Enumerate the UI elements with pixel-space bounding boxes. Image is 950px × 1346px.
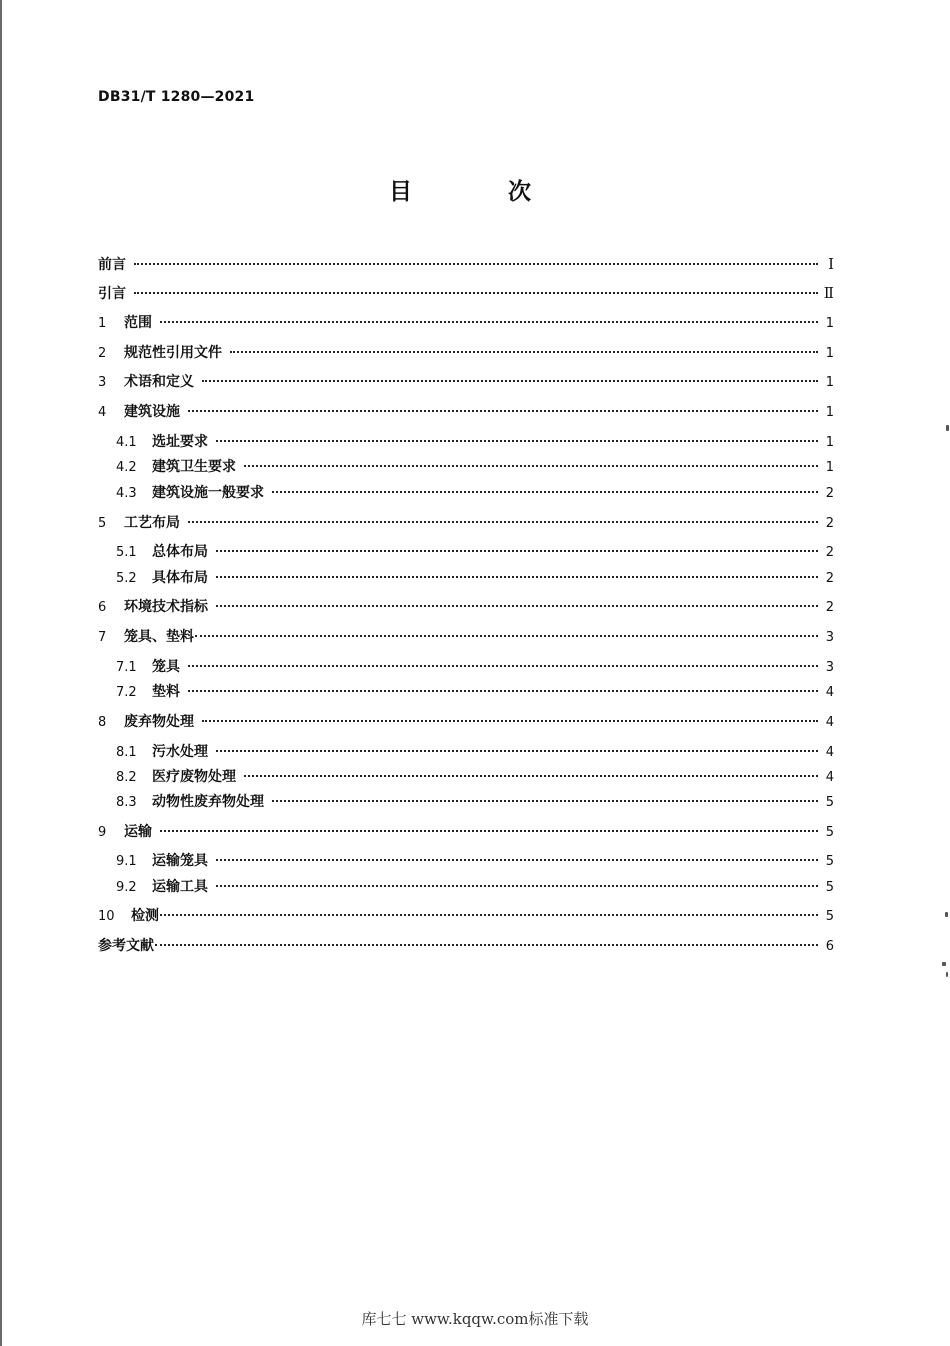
toc-entry-number: 4.2: [116, 460, 137, 475]
toc-entry-title: 笼具、垫料: [124, 629, 194, 645]
toc-leader-dots: [230, 351, 818, 353]
toc-entry-title: 环境技术指标: [124, 599, 208, 615]
toc-leader-dots: [216, 440, 818, 442]
toc-leader-dots: [134, 292, 818, 294]
toc-entry-title: 引言: [98, 286, 126, 302]
toc-leader-dots: [160, 321, 818, 323]
toc-leader-dots: [272, 491, 818, 493]
toc-entry-page: 1: [825, 375, 834, 390]
toc-entry-page: 2: [825, 516, 834, 531]
toc-entry: [98, 512, 834, 534]
toc-entry: [98, 342, 834, 364]
toc-entry-page: Ⅱ: [823, 284, 834, 302]
toc-entry: [98, 821, 834, 843]
toc-leader-dots: [195, 635, 818, 637]
toc-entry-title: 废弃物处理: [124, 714, 194, 730]
toc-entry: [116, 541, 834, 563]
toc-leader-dots: [188, 410, 818, 412]
toc-entry-number: 4: [98, 405, 107, 420]
toc-leader-dots: [216, 550, 818, 552]
toc-entry: [98, 253, 834, 275]
toc-entry-number: 2: [98, 346, 107, 361]
toc-entry: [98, 401, 834, 423]
toc-entry-number: 10: [98, 909, 115, 924]
toc-entry: [116, 656, 834, 678]
toc-entry: [116, 431, 834, 453]
toc-leader-dots: [202, 380, 818, 382]
toc-leader-dots: [216, 750, 818, 752]
toc-entry-title: 建筑卫生要求: [152, 459, 236, 475]
toc-entry-page: 4: [825, 770, 834, 785]
toc-entry: [116, 766, 834, 788]
toc-entry-page: 5: [825, 854, 834, 869]
toc-entry-page: 1: [825, 346, 834, 361]
toc-entry-title: 检测: [131, 908, 159, 924]
toc-entry-title: 工艺布局: [124, 515, 180, 531]
toc-entry-page: 2: [825, 545, 834, 560]
toc-entry-title: 具体布局: [152, 570, 208, 586]
toc-leader-dots: [216, 605, 818, 607]
toc-entry-number: 7: [98, 630, 107, 645]
toc-entry-number: 7.1: [116, 660, 137, 675]
toc-entry: [98, 905, 834, 927]
toc-entry-title: 运输工具: [152, 879, 208, 895]
footer-watermark: 库七七 www.kqqw.com标准下载: [361, 1310, 589, 1328]
toc-entry-page: 5: [825, 825, 834, 840]
toc-entry-number: 8.2: [116, 770, 137, 785]
scan-speck: [946, 425, 949, 431]
toc-entry-page: 1: [825, 460, 834, 475]
toc-entry: [116, 876, 834, 898]
toc-leader-dots: [244, 465, 818, 467]
toc-entry-title: 选址要求: [152, 434, 208, 450]
scan-speck: [942, 962, 946, 966]
toc-entry-title: 建筑设施: [124, 404, 180, 420]
toc-entry: [98, 282, 834, 304]
toc-leader-dots: [134, 263, 818, 265]
toc-entry-title: 建筑设施一般要求: [152, 485, 264, 501]
toc-entry-number: 8.3: [116, 795, 137, 810]
toc-entry: [116, 850, 834, 872]
toc-entry-number: 3: [98, 375, 107, 390]
toc-leader-dots: [155, 944, 818, 946]
toc-entry-title: 范围: [124, 315, 152, 331]
toc-entry-number: 9: [98, 825, 107, 840]
toc-entry: [116, 741, 834, 763]
toc-entry: [98, 711, 834, 733]
toc-entry-page: 4: [825, 685, 834, 700]
toc-entry-page: 5: [825, 909, 834, 924]
toc-entry-number: 9.2: [116, 880, 137, 895]
toc-entry-title: 运输笼具: [152, 853, 208, 869]
toc-entry-page: 2: [825, 571, 834, 586]
toc-entry-title: 总体布局: [152, 544, 208, 560]
toc-entry: [116, 456, 834, 478]
toc-entry: [116, 791, 834, 813]
toc-entry-number: 6: [98, 600, 107, 615]
toc-entry-number: 5: [98, 516, 107, 531]
toc-leader-dots: [244, 775, 818, 777]
toc-entry-title: 规范性引用文件: [124, 345, 222, 361]
toc-entry-title: 垫料: [152, 684, 180, 700]
toc-entry-number: 9.1: [116, 854, 137, 869]
toc-entry-page: 4: [825, 745, 834, 760]
toc-entry-page: 2: [825, 600, 834, 615]
toc-entry-number: 4.3: [116, 486, 137, 501]
toc-entry-number: 5.1: [116, 545, 137, 560]
toc-leader-dots: [160, 830, 818, 832]
toc-leader-dots: [188, 521, 818, 523]
toc-entry-number: 1: [98, 316, 107, 331]
toc-entry-page: 2: [825, 486, 834, 501]
toc-entry-page: 4: [825, 715, 834, 730]
toc-title: 目 次: [388, 179, 575, 205]
toc-entry: [98, 935, 834, 957]
toc-entry: [116, 567, 834, 589]
toc-entry: [116, 681, 834, 703]
toc-entry: [98, 312, 834, 334]
toc-entry-number: 5.2: [116, 571, 137, 586]
toc-entry-page: 5: [825, 795, 834, 810]
toc-entry-title: 动物性废弃物处理: [152, 794, 264, 810]
toc-entry-page: 1: [825, 405, 834, 420]
document-code: DB31/T 1280—2021: [98, 89, 255, 105]
scan-speck: [945, 912, 948, 917]
toc-leader-dots: [272, 800, 818, 802]
toc-entry-title: 参考文献: [98, 938, 154, 954]
toc-entry-title: 术语和定义: [124, 374, 194, 390]
toc-entry-title: 医疗废物处理: [152, 769, 236, 785]
toc-entry-page: 1: [825, 435, 834, 450]
toc-entry: [116, 482, 834, 504]
toc-entry-title: 前言: [98, 257, 126, 273]
toc-leader-dots: [202, 720, 818, 722]
toc-entry-page: 3: [825, 660, 834, 675]
toc-leader-dots: [188, 690, 818, 692]
toc-entry: [98, 371, 834, 393]
toc-entry: [98, 626, 834, 648]
toc-entry-page: 6: [825, 939, 834, 954]
toc-entry-title: 运输: [124, 824, 152, 840]
toc-leader-dots: [216, 859, 818, 861]
toc-entry-page: Ⅰ: [828, 255, 834, 273]
toc-entry-page: 3: [825, 630, 834, 645]
toc-leader-dots: [216, 576, 818, 578]
toc-entry-page: 5: [825, 880, 834, 895]
toc-leader-dots: [188, 665, 818, 667]
toc-entry-page: 1: [825, 316, 834, 331]
toc-leader-dots: [216, 885, 818, 887]
scan-speck: [946, 972, 948, 977]
toc-leader-dots: [160, 914, 818, 916]
toc-entry-number: 4.1: [116, 435, 137, 450]
toc-entry-number: 8: [98, 715, 107, 730]
toc-entry-number: 8.1: [116, 745, 137, 760]
toc-entry-title: 污水处理: [152, 744, 208, 760]
toc-entry-number: 7.2: [116, 685, 137, 700]
toc-entry: [98, 596, 834, 618]
toc-entry-title: 笼具: [152, 659, 180, 675]
